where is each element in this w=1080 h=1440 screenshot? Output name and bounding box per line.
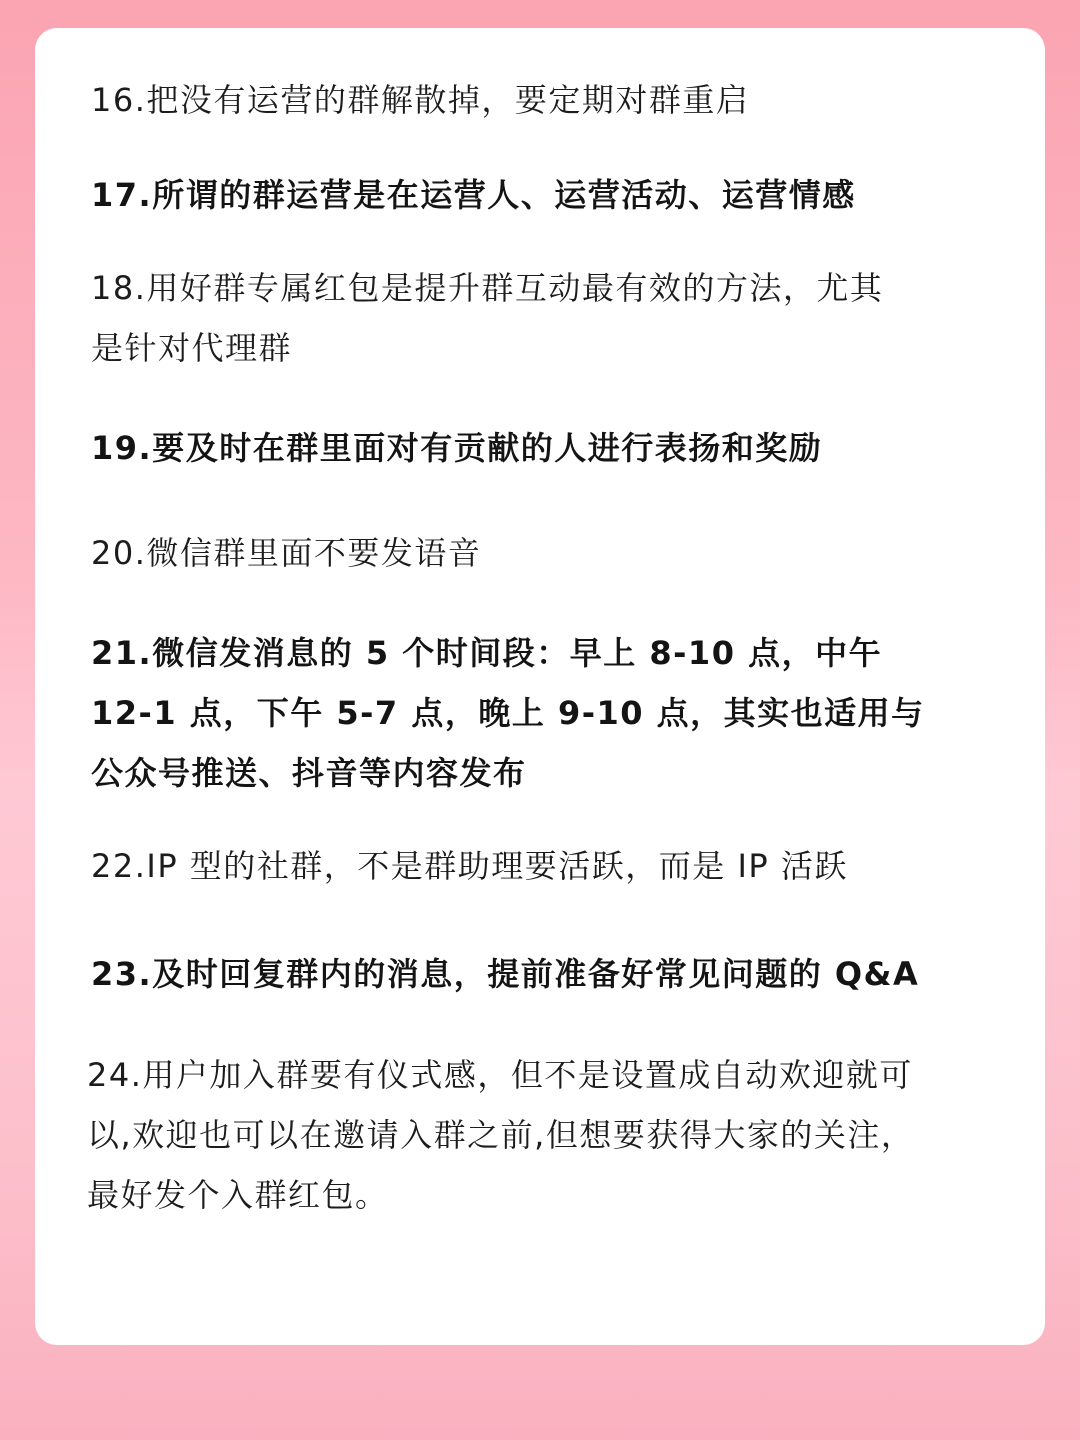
list-item-23: 23.及时回复群内的消息，提前准备好常见问题的 Q&A: [91, 955, 920, 993]
list-item-19: 19.要及时在群里面对有贡献的人进行表扬和奖励: [91, 429, 823, 467]
list-item-18: 18.用好群专属红包是提升群互动最有效的方法，尤其 是针对代理群: [91, 269, 884, 367]
list-item-22: 22.IP 型的社群，不是群助理要活跃，而是 IP 活跃: [91, 847, 848, 885]
list-item-17: 17.所谓的群运营是在运营人、运营活动、运营情感: [91, 176, 856, 214]
list-item-24: 24.用户加入群要有仪式感，但不是设置成自动欢迎就可 以,欢迎也可以在邀请入群之前,但想要获得大家的关注， 最好发个入群红包。: [87, 1056, 915, 1214]
list-item-16: 16.把没有运营的群解散掉，要定期对群重启: [91, 81, 750, 119]
content-card: [35, 28, 1045, 1345]
list-item-20: 20.微信群里面不要发语音: [91, 534, 482, 572]
list-item-21: 21.微信发消息的 5 个时间段：早上 8-10 点，中午 12-1 点，下午 5-7 点，晚上 9-10 点，其实也适用与 公众号推送、抖音等内容发布: [91, 634, 925, 792]
